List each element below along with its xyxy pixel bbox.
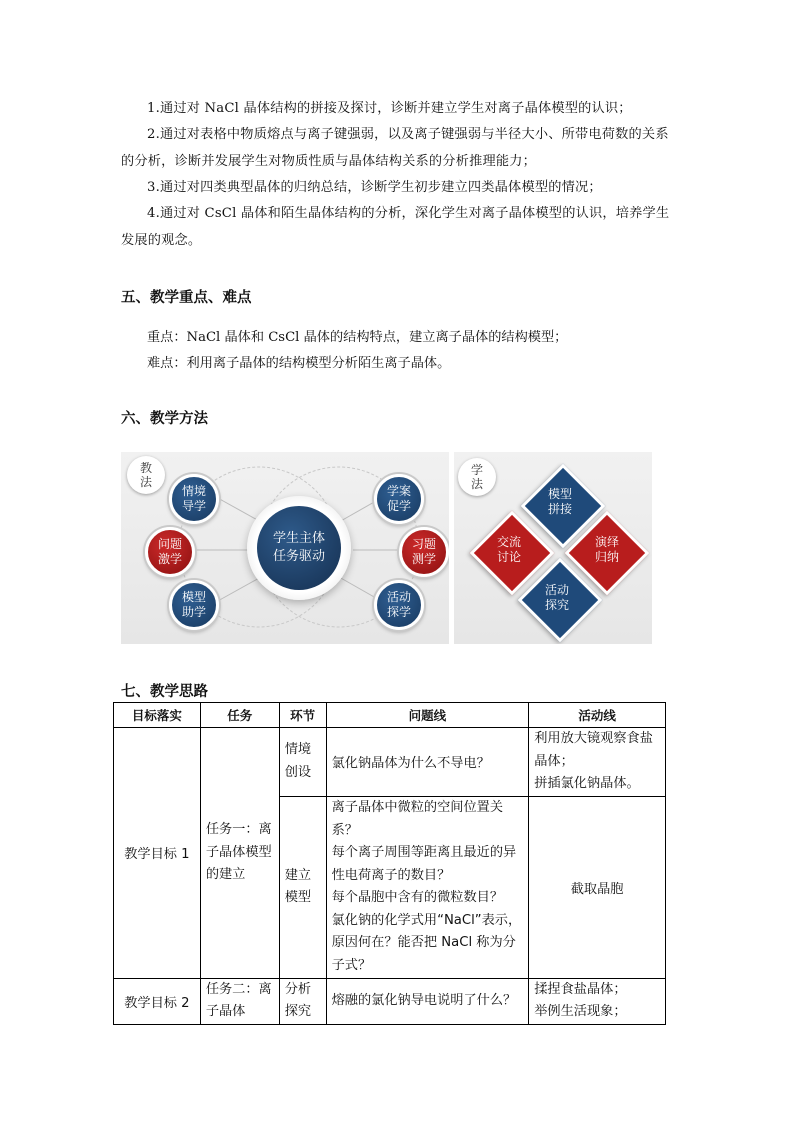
node-text: 习题 bbox=[411, 537, 436, 551]
table-header: 环节 bbox=[279, 703, 326, 728]
table-header: 目标落实 bbox=[114, 703, 201, 728]
node-text: 问题 bbox=[157, 537, 182, 551]
goal-4: 4.通过对 CsCl 晶体和陌生晶体结构的分析，深化学生对离子晶体模型的认识，培养学生发展的观念。 bbox=[121, 206, 670, 248]
puzzle-text: 模型 bbox=[547, 487, 572, 501]
teach-badge-top: 教 bbox=[139, 461, 152, 475]
node-xiti bbox=[399, 527, 449, 577]
activity-line: 举例生活现象； bbox=[534, 1004, 627, 1019]
center-node bbox=[257, 506, 341, 590]
node-moxing bbox=[169, 580, 219, 630]
goal-1: 1.通过对 NaCl 晶体结构的拼接及探讨，诊断并建立学生对离子晶体模型的认识； bbox=[147, 101, 632, 116]
table-header: 问题线 bbox=[326, 703, 529, 728]
teaching-plan-table bbox=[113, 702, 666, 1025]
node-text: 促学 bbox=[386, 499, 411, 513]
key-point: 重点：NaCl 晶体和 CsCl 晶体的结构特点，建立离子晶体的结构模型； bbox=[147, 330, 568, 345]
section5-heading: 五、教学重点、难点 bbox=[121, 290, 252, 306]
node-huodong bbox=[374, 580, 424, 630]
question-line: 每个晶胞中含有的微粒数目？ bbox=[331, 890, 504, 905]
puzzle-right-label bbox=[577, 535, 637, 565]
activity-cell bbox=[529, 728, 666, 797]
question-cell: 熔融的氯化钠导电说明了什么？ bbox=[326, 978, 529, 1024]
node-text: 活动 bbox=[386, 590, 411, 604]
center-line2: 任务驱动 bbox=[272, 549, 325, 564]
puzzle-text: 拼接 bbox=[547, 502, 572, 516]
node-xuean bbox=[374, 474, 424, 524]
learn-badge-top: 学 bbox=[470, 463, 483, 477]
activity-line: 利用放大镜观察食盐晶体； bbox=[534, 731, 653, 769]
puzzle-text: 活动 bbox=[544, 583, 569, 597]
puzzle-top-label bbox=[530, 487, 590, 517]
step-cell: 分析探究 bbox=[279, 978, 326, 1024]
puzzle-text: 演绎 bbox=[594, 535, 619, 549]
step-cell: 建立模型 bbox=[279, 796, 326, 978]
section6-heading: 六、教学方法 bbox=[121, 411, 208, 427]
learn-badge bbox=[458, 458, 496, 496]
node-text: 情境 bbox=[181, 484, 206, 498]
node-text: 模型 bbox=[181, 590, 206, 604]
goal-cell: 教学目标 1 bbox=[114, 728, 201, 979]
activity-cell bbox=[529, 978, 666, 1024]
question-cell: 氯化钠晶体为什么不导电？ bbox=[326, 728, 529, 797]
node-text: 学案 bbox=[386, 484, 411, 498]
question-line: 离子晶体中微粒的空间位置关系？ bbox=[331, 800, 504, 838]
table-row bbox=[114, 978, 666, 1024]
question-line: 氯化钠的化学式用“NaCl”表示，原因何在？能否把 NaCl 称为分子式？ bbox=[331, 912, 522, 973]
learning-method-diagram bbox=[454, 452, 652, 644]
node-text: 测学 bbox=[411, 552, 436, 566]
goal-cell: 教学目标 2 bbox=[114, 978, 201, 1024]
node-text: 探学 bbox=[386, 605, 411, 619]
activity-line: 拼插氯化钠晶体。 bbox=[534, 776, 640, 791]
puzzle-bottom-label bbox=[527, 583, 587, 613]
center-line1: 学生主体 bbox=[272, 531, 325, 546]
step-cell: 情境创设 bbox=[279, 728, 326, 797]
teach-badge bbox=[127, 456, 165, 494]
node-qingjing bbox=[169, 474, 219, 524]
table-header: 任务 bbox=[200, 703, 279, 728]
goal-3: 3.通过对四类典型晶体的归纳总结，诊断学生初步建立四类晶体模型的情况； bbox=[147, 180, 602, 195]
node-text: 助学 bbox=[181, 605, 206, 619]
table-header: 活动线 bbox=[529, 703, 666, 728]
table-row bbox=[114, 728, 666, 797]
task-cell: 任务二：离子晶体 bbox=[200, 978, 279, 1024]
difficult-point: 难点：利用离子晶体的结构模型分析陌生离子晶体。 bbox=[147, 356, 451, 371]
question-cell bbox=[326, 796, 529, 978]
section7-heading: 七、教学思路 bbox=[121, 684, 208, 700]
node-text: 导学 bbox=[181, 499, 206, 513]
puzzle-text: 讨论 bbox=[496, 550, 521, 564]
learn-badge-bottom: 法 bbox=[470, 477, 483, 491]
activity-line: 揉捏食盐晶体； bbox=[534, 981, 627, 997]
activity-cell: 截取晶胞 bbox=[529, 796, 666, 978]
task-cell: 任务一：离子晶体模型的建立 bbox=[200, 728, 279, 979]
puzzle-text: 归纳 bbox=[594, 550, 619, 564]
puzzle-left-label bbox=[479, 535, 539, 565]
teach-badge-bottom: 法 bbox=[139, 475, 152, 489]
table-header-row bbox=[114, 703, 666, 728]
question-line: 每个离子周围等距离且最近的异性电荷离子的数目？ bbox=[331, 845, 517, 883]
node-text: 激学 bbox=[157, 552, 182, 566]
puzzle-text: 交流 bbox=[496, 535, 521, 549]
puzzle-text: 探究 bbox=[544, 598, 569, 612]
teaching-method-diagram bbox=[121, 452, 449, 644]
goal-2: 2.通过对表格中物质熔点与离子键强弱，以及离子键强弱与半径大小、所带电荷数的关系的分析，诊断并发展学生对物质性质与晶体结构关系的分析推理能力； bbox=[121, 127, 669, 169]
node-wenti bbox=[145, 527, 195, 577]
